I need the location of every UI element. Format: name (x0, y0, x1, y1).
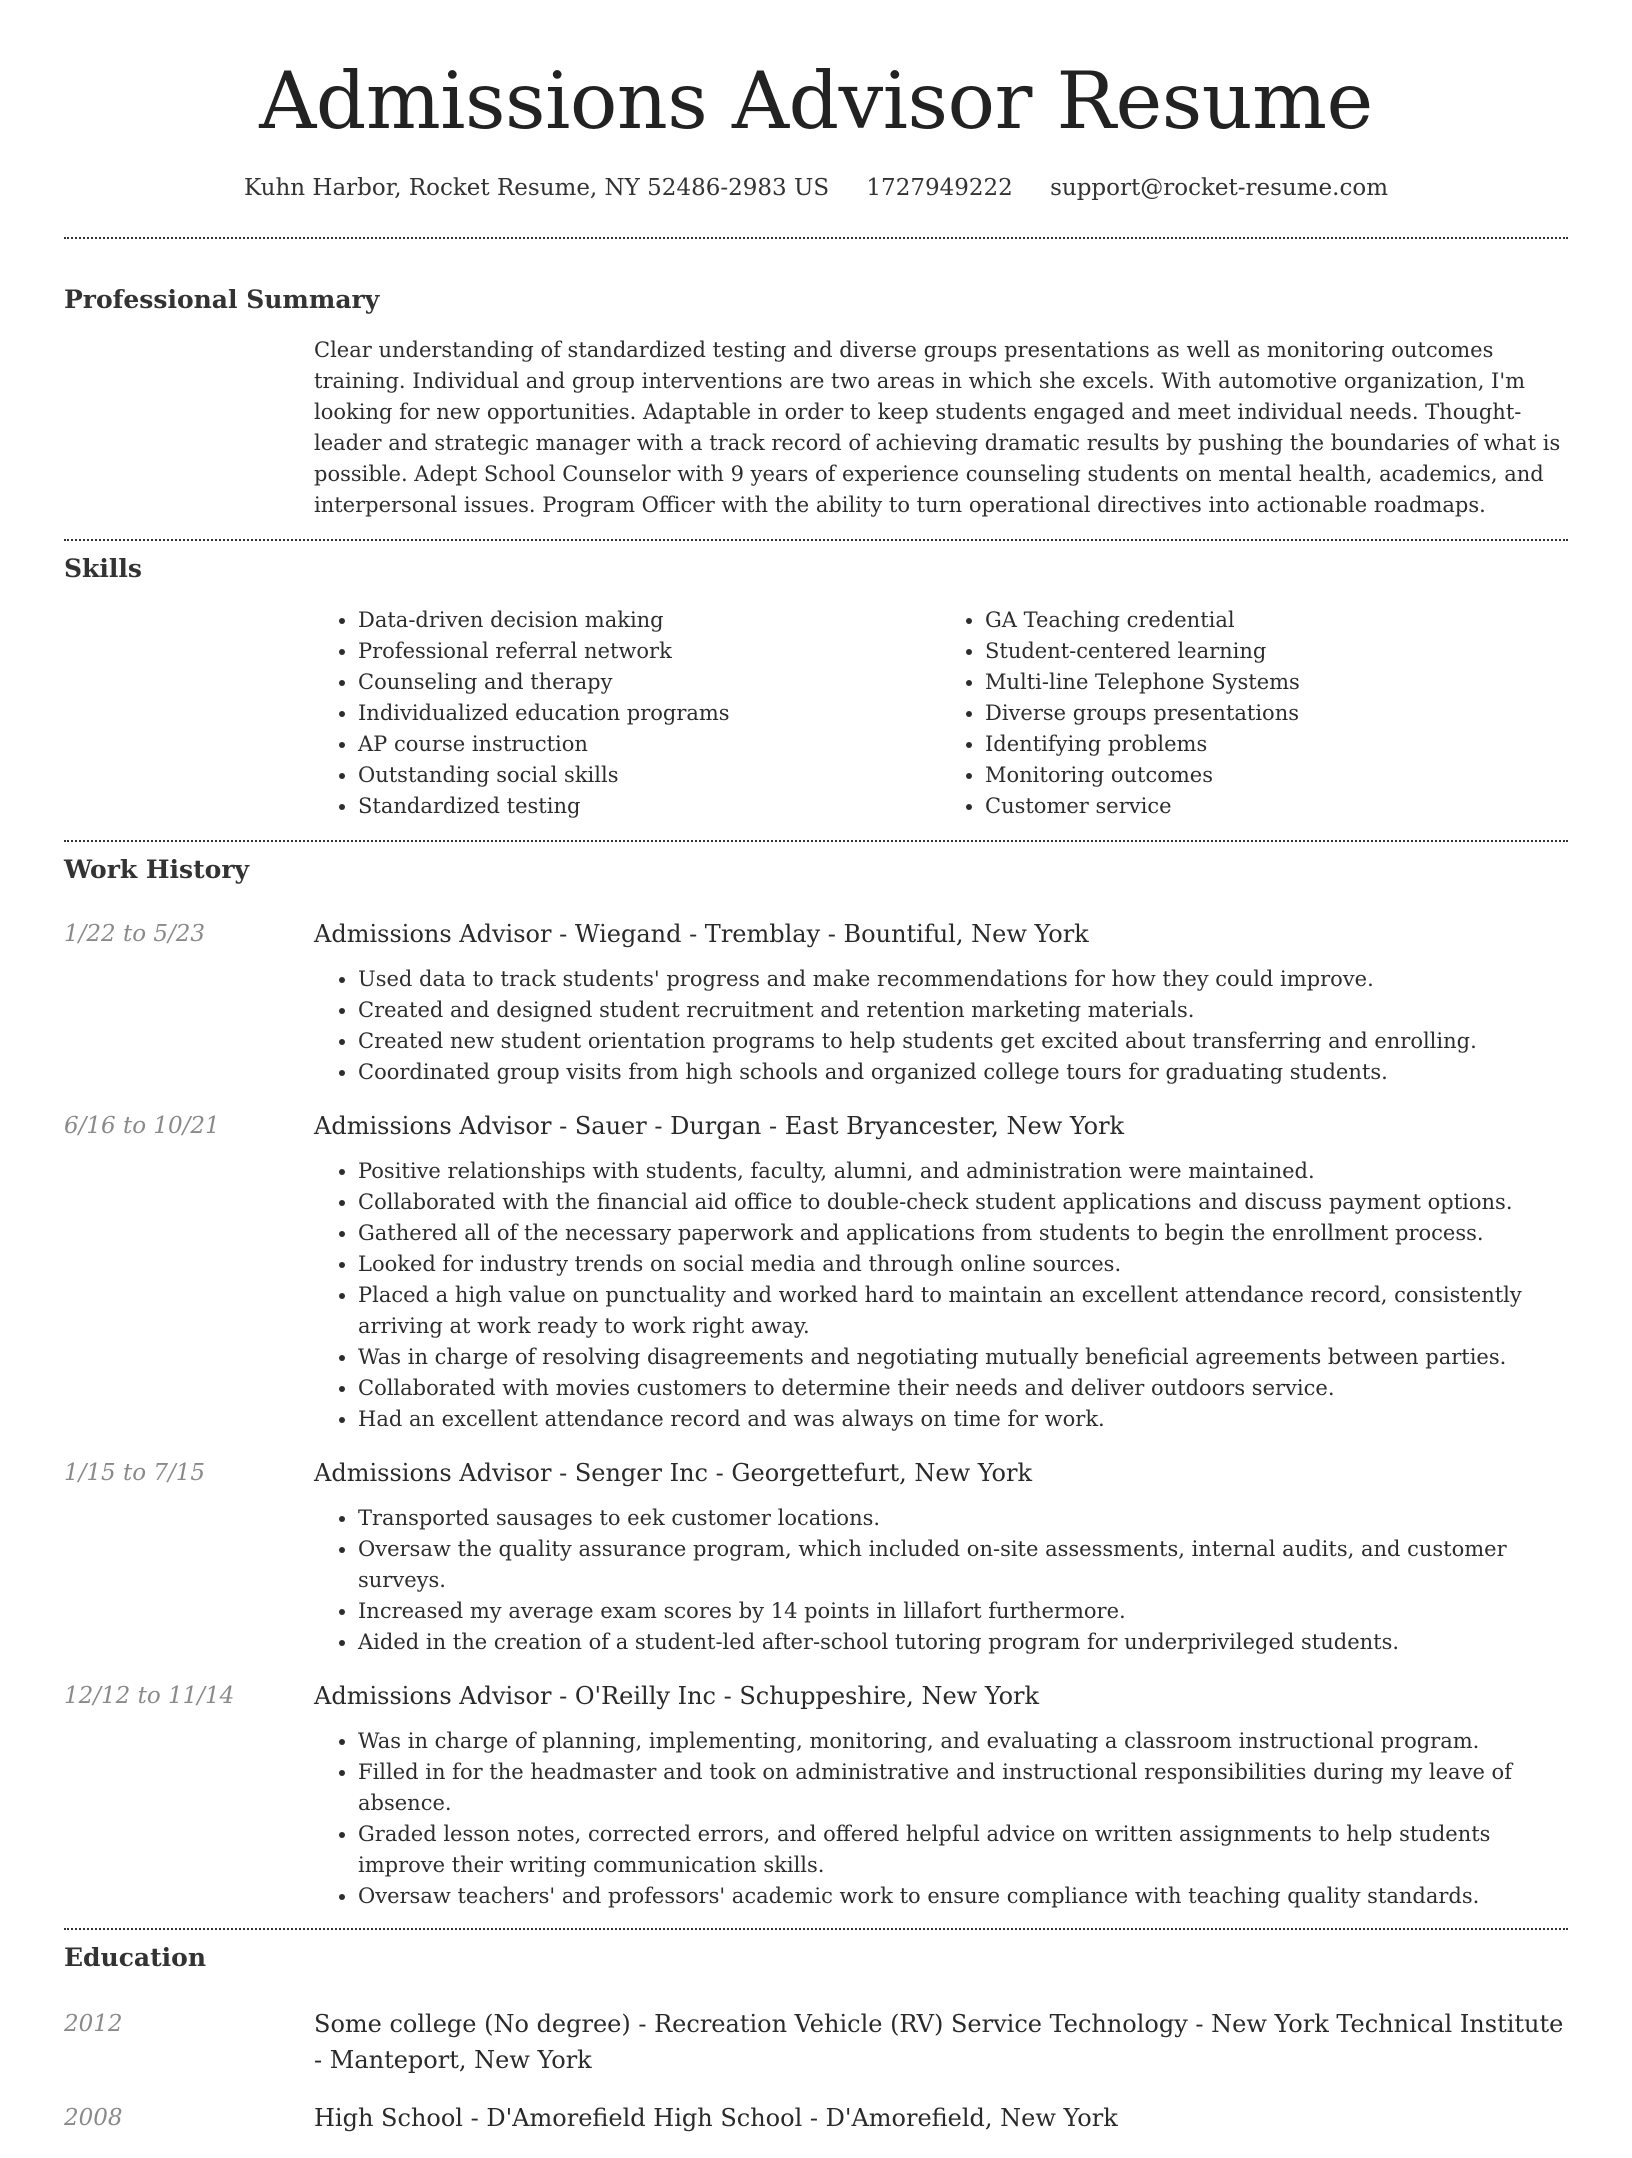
skill-item: • Diverse groups presentations (985, 698, 1568, 729)
job-bullet: • Positive relationships with students, faculty, alumni, and administration were maintained. (358, 1156, 1568, 1187)
education-year: 2008 (64, 2105, 123, 2131)
job-entry (64, 1679, 1568, 1912)
skill-item: • AP course instruction (358, 729, 941, 760)
summary-section (64, 239, 1568, 539)
job-entry (64, 1456, 1568, 1658)
education-description: Some college (No degree) - Recreation Vehicle (RV) Service Technology - New York Technical Institute - Manteport, New York (314, 2010, 1564, 2074)
job-bullet: • Aided in the creation of a student-led after-school tutoring program for underprivileged students. (358, 1627, 1568, 1658)
job-title: Admissions Advisor - Wiegand - Tremblay - Bountiful, New York (314, 920, 1089, 948)
skill-item: • GA Teaching credential (985, 605, 1568, 636)
job-bullet: • Had an excellent attendance record and was always on time for work. (358, 1404, 1568, 1435)
skill-item: • Data-driven decision making (358, 605, 941, 636)
job-body (314, 1456, 1568, 1658)
job-bullet: • Increased my average exam scores by 14 points in lillafort furthermore. (358, 1596, 1568, 1627)
job-bullet: • Gathered all of the necessary paperwork and applications from students to begin the enrollment process. (358, 1218, 1568, 1249)
skill-item: • Customer service (985, 791, 1568, 822)
job-bullet: • Oversaw teachers' and professors' academic work to ensure compliance with teaching quality standards. (358, 1881, 1568, 1912)
job-body (314, 1109, 1568, 1435)
skill-item: • Counseling and therapy (358, 667, 941, 698)
job-bullets (314, 1503, 1568, 1658)
section-heading-skills: Skills (64, 554, 142, 583)
job-bullet: • Looked for industry trends on social media and through online sources. (358, 1249, 1568, 1280)
education-entry (64, 2100, 1568, 2136)
contact-address: Kuhn Harbor, Rocket Resume, NY 52486-2983 US (243, 175, 830, 201)
job-dates: 12/12 to 11/14 (64, 1683, 235, 1709)
job-bullet: • Collaborated with movies customers to determine their needs and deliver outdoors service. (358, 1373, 1568, 1404)
skill-item: • Standardized testing (358, 791, 941, 822)
job-title: Admissions Advisor - Sauer - Durgan - East Bryancester, New York (314, 1112, 1125, 1140)
skills-section (64, 541, 1568, 840)
work-history-section (64, 842, 1568, 1928)
section-heading-work-history: Work History (64, 855, 250, 884)
skill-item: • Multi-line Telephone Systems (985, 667, 1568, 698)
job-body (314, 1679, 1568, 1912)
job-bullet: • Collaborated with the financial aid office to double-check student applications and discuss payment options. (358, 1187, 1568, 1218)
skills-column-left (314, 605, 941, 822)
job-bullet: • Was in charge of resolving disagreements and negotiating mutually beneficial agreements between parties. (358, 1342, 1568, 1373)
contact-email: support@rocket-resume.com (1050, 175, 1389, 201)
job-bullet: • Coordinated group visits from high schools and organized college tours for graduating students. (358, 1057, 1568, 1088)
job-bullet: • Transported sausages to eek customer locations. (358, 1503, 1568, 1534)
skill-item: • Outstanding social skills (358, 760, 941, 791)
job-dates: 1/22 to 5/23 (64, 921, 206, 947)
skills-grid (314, 605, 1568, 840)
job-entry (64, 1109, 1568, 1435)
job-bullet: • Created and designed student recruitment and retention marketing materials. (358, 995, 1568, 1026)
contact-line (64, 172, 1568, 204)
contact-phone: 1727949222 (866, 175, 1013, 201)
skill-item: • Identifying problems (985, 729, 1568, 760)
skill-item: • Individualized education programs (358, 698, 941, 729)
jobs-list (64, 917, 1568, 1928)
job-title: Admissions Advisor - O'Reilly Inc - Schuppeshire, New York (314, 1682, 1040, 1710)
job-dates: 1/15 to 7/15 (64, 1460, 206, 1486)
job-bullet: • Oversaw the quality assurance program, which included on-site assessments, internal audits, and customer surveys. (358, 1534, 1568, 1596)
education-list (64, 2006, 1568, 2136)
job-bullet: • Graded lesson notes, corrected errors, and offered helpful advice on written assignments to help students improve their writing communication skills. (358, 1819, 1568, 1881)
skills-column-right (941, 605, 1568, 822)
section-heading-summary: Professional Summary (64, 285, 380, 314)
skill-item: • Professional referral network (358, 636, 941, 667)
section-heading-education: Education (64, 1943, 207, 1972)
job-bullets (314, 1156, 1568, 1435)
education-section (64, 1930, 1568, 2136)
job-bullets (314, 1726, 1568, 1912)
job-dates: 6/16 to 10/21 (64, 1113, 220, 1139)
education-year: 2012 (64, 2011, 123, 2037)
job-title: Admissions Advisor - Senger Inc - Georgettefurt, New York (314, 1459, 1033, 1487)
job-bullet: • Filled in for the headmaster and took on administrative and instructional responsibilities during my leave of absence. (358, 1757, 1568, 1819)
education-description: High School - D'Amorefield High School - D'Amorefield, New York (314, 2104, 1118, 2132)
job-entry (64, 917, 1568, 1088)
resume-page (64, 0, 1568, 2158)
resume-title: Admissions Advisor Resume (259, 55, 1373, 147)
job-body (314, 917, 1568, 1088)
job-bullet: • Created new student orientation programs to help students get excited about transferring and enrolling. (358, 1026, 1568, 1057)
skill-item: • Student-centered learning (985, 636, 1568, 667)
job-bullet: • Was in charge of planning, implementing, monitoring, and evaluating a classroom instructional program. (358, 1726, 1568, 1757)
job-bullet: • Placed a high value on punctuality and worked hard to maintain an excellent attendance record, consistently arriving at work ready to work right away. (358, 1280, 1568, 1342)
education-entry (64, 2006, 1568, 2078)
job-bullet: • Used data to track students' progress and make recommendations for how they could improve. (358, 964, 1568, 995)
summary-text: Clear understanding of standardized testing and diverse groups presentations as well as monitoring outcomes training. Individual and group interventions are two areas in which she excels. With automotive organization, I'm looking for new opportunities. Adaptable in order to keep students engaged and meet individual needs. Thought-leader and strategic manager with a track record of achieving dramatic results by pushing the boundaries of what is possible. Adept School Counselor with 9 years of experience counseling students on mental health, academics, and interpersonal issues. Program Officer with the ability to turn operational directives into actionable roadmaps. (314, 338, 1561, 517)
job-bullets (314, 964, 1568, 1088)
skill-item: • Monitoring outcomes (985, 760, 1568, 791)
